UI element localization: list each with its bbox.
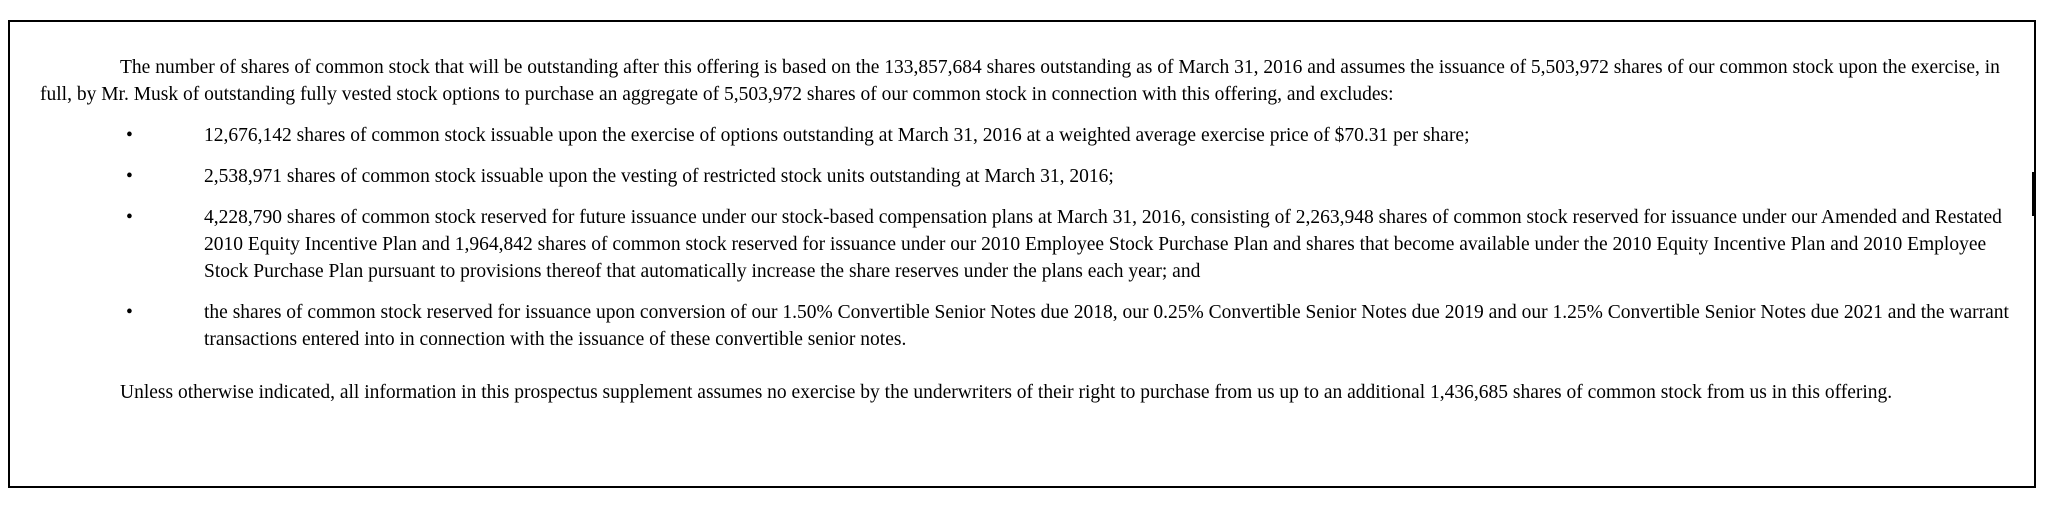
document-body	[40, 54, 2010, 406]
list-item-text: the shares of common stock reserved for issuance upon conversion of our 1.50% Convertible Senior Notes due 2018, our 0.25% Convertible Senior Notes due 2019 and our 1.25% Convertible Senior Notes due 2021 and the warrant transactions entered into in connection with the issuance of these convertible senior notes.	[204, 302, 2009, 350]
list-item	[40, 299, 2010, 353]
intro-paragraph: The number of shares of common stock that will be outstanding after this offering is based on the 133,857,684 shares outstanding as of March 31, 2016 and assumes the issuance of 5,503,972 shares of our common stock upon the exercise, in full, by Mr. Musk of outstanding fully vested stock options to purchase an aggregate of 5,503,972 shares of our common stock in connection with this offering, and excludes:	[40, 57, 2000, 105]
list-item-text: 12,676,142 shares of common stock issuable upon the exercise of options outstanding at March 31, 2016 at a weighted average exercise price of $70.31 per share;	[204, 125, 1470, 146]
bullet-icon: •	[126, 302, 133, 323]
page-edge-marker	[2032, 172, 2034, 216]
list-item	[40, 122, 2010, 149]
exclusions-list	[40, 122, 2010, 353]
bullet-icon: •	[126, 125, 133, 146]
list-item-text: 2,538,971 shares of common stock issuable upon the vesting of restricted stock units outstanding at March 31, 2016;	[204, 166, 1114, 187]
list-item-text: 4,228,790 shares of common stock reserved for future issuance under our stock-based compensation plans at March 31, 2016, consisting of 2,263,948 shares of common stock reserved for issuance under our Amended and Restated 2010 Equity Incentive Plan and 1,964,842 shares of common stock reserved for issuance under our 2010 Employee Stock Purchase Plan and shares that become available under the 2010 Equity Incentive Plan and 2010 Employee Stock Purchase Plan pursuant to provisions thereof that automatically increase the share reserves under the plans each year; and	[204, 207, 2002, 282]
list-item	[40, 204, 2010, 285]
document-frame	[8, 20, 2036, 488]
list-item	[40, 163, 2010, 190]
bullet-icon: •	[126, 166, 133, 187]
closing-paragraph: Unless otherwise indicated, all information in this prospectus supplement assumes no exercise by the underwriters of their right to purchase from us up to an additional 1,436,685 shares of common stock from us in this offering.	[120, 382, 1893, 403]
bullet-icon: •	[126, 207, 133, 228]
